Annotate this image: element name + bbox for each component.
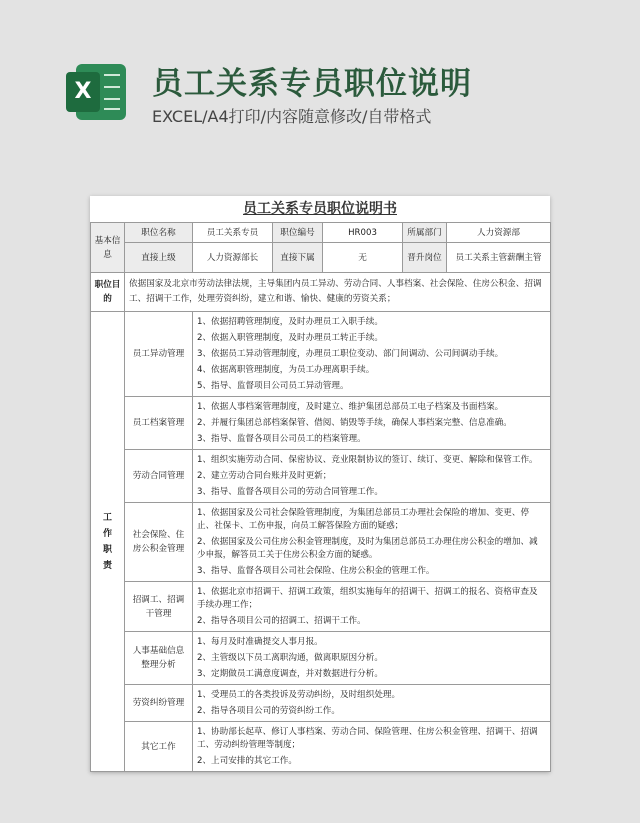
cell-value: 无: [323, 243, 403, 273]
duty-item: 1、组织实施劳动合同、保密协议、竞业限制协议的签订、续订、变更、解除和保管工作。: [197, 454, 538, 465]
duty-category: 劳资纠纷管理: [125, 685, 193, 722]
duty-items: [193, 503, 551, 582]
duty-category: 人事基础信息整理分析: [125, 632, 193, 685]
purpose-label: 职位目的: [91, 273, 125, 312]
cell-value: HR003: [323, 223, 403, 243]
duty-item: 3、指导、监督各项目公司的劳动合同管理工作。: [197, 486, 383, 497]
duty-items: [193, 312, 551, 397]
duty-items: [193, 685, 551, 722]
duty-item: 2、指导各项目公司的劳资纠纷工作。: [197, 705, 340, 716]
duty-row: [91, 632, 551, 685]
job-description-table: [90, 222, 551, 772]
basic-info-label: 基本信息: [91, 223, 125, 273]
duty-item: 2、依据入职管理制度，及时办理员工转正手续。: [197, 332, 383, 343]
duty-category: 其它工作: [125, 722, 193, 772]
duty-item: 1、受理员工的各类投诉及劳动纠纷，及时组织处理。: [197, 689, 401, 700]
cell-value: 员工关系主管薪酬主管: [447, 243, 551, 273]
purpose-row: [91, 273, 551, 312]
duty-item: 2、建立劳动合同台账并及时更新；: [197, 470, 332, 481]
duty-item: 2、并履行集团总部档案保管、借阅、销毁等手续，确保人事档案完整、信息准确。: [197, 417, 512, 428]
duty-items: [193, 397, 551, 450]
duty-items: [193, 722, 551, 772]
cell-label: 职位名称: [125, 223, 193, 243]
basic-info-row-1: [91, 223, 551, 243]
duty-item: 5、指导、监督项目公司员工异动管理。: [197, 380, 349, 391]
duty-category: 劳动合同管理: [125, 450, 193, 503]
duty-item: 1、协助部长起草、修订人事档案、劳动合同、保险管理、住房公积金管理、招调干、招调工、劳动纠纷管理等制度；: [197, 726, 538, 750]
duty-category: 招调工、招调干管理: [125, 582, 193, 632]
duty-item: 1、每月及时准确提交人事月报。: [197, 636, 323, 647]
duty-row: [91, 582, 551, 632]
duty-category: 员工档案管理: [125, 397, 193, 450]
cell-label: 直接上级: [125, 243, 193, 273]
duty-category: 社会保险、住房公积金管理: [125, 503, 193, 582]
duty-item: 1、依据人事档案管理制度，及时建立、维护集团总部员工电子档案及书面档案。: [197, 401, 504, 412]
purpose-text: 依据国家及北京市劳动法律法规，主导集团内员工异动、劳动合同、人事档案、社会保险、住房公积金、招调工、招调干工作，处理劳资纠纷，建立和谐、愉快、健康的劳资关系；: [125, 273, 551, 312]
cell-label: 直接下属: [273, 243, 323, 273]
duty-item: 1、依据国家及公司社会保险管理制度，为集团总部员工办理社会保险的增加、变更、停止、社保卡、工伤申报，向员工解答保险方面的疑惑；: [197, 507, 530, 531]
duty-item: 2、指导各项目公司的招调工、招调干工作。: [197, 615, 366, 626]
duty-item: 4、依据离职管理制度，为员工办理离职手续。: [197, 364, 375, 375]
cell-label: 职位编号: [273, 223, 323, 243]
duty-item: 2、主管级以下员工离职沟通，做离职原因分析。: [197, 652, 383, 663]
duty-items: [193, 582, 551, 632]
duty-items: [193, 632, 551, 685]
duty-item: 3、指导、监督各项目公司员工的档案管理。: [197, 433, 366, 444]
duty-row: [91, 685, 551, 722]
duty-row: [91, 312, 551, 397]
duty-item: 3、依据员工异动管理制度，办理员工职位变动、部门间调动、公司间调动手续。: [197, 348, 504, 359]
cell-label: 所属部门: [403, 223, 447, 243]
cell-label: 晋升岗位: [403, 243, 447, 273]
duty-item: 2、依据国家及公司住房公积金管理制度，及时为集团总部员工办理住房公积金的增加、减少申报，解答员工关于住房公积金方面的疑惑。: [197, 536, 538, 560]
duty-item: 1、依据北京市招调干、招调工政策，组织实施每年的招调干、招调工的报名、资格审查及手续办理工作；: [197, 586, 538, 610]
cell-value: 员工关系专员: [193, 223, 273, 243]
document-sheet: [90, 196, 550, 772]
page-subtitle: EXCEL/A4打印/内容随意修改/自带格式: [152, 107, 432, 126]
duty-item: 2、上司安排的其它工作。: [197, 755, 297, 766]
duty-items: [193, 450, 551, 503]
duty-item: 3、定期做员工满意度调查，并对数据进行分析。: [197, 668, 383, 679]
duty-row: [91, 503, 551, 582]
duty-label: 工 作 职 责: [91, 312, 125, 772]
document-title: 员工关系专员职位说明书: [243, 201, 397, 217]
excel-logo-letter: X: [66, 72, 100, 112]
excel-logo-icon: [66, 60, 126, 124]
page-title: 员工关系专员职位说明: [152, 66, 472, 102]
duty-row: [91, 397, 551, 450]
cell-value: 人力资源部长: [193, 243, 273, 273]
duty-item: 3、指导、监督各项目公司社会保险、住房公积金的管理工作。: [197, 565, 435, 576]
cell-value: 人力资源部: [447, 223, 551, 243]
basic-info-row-2: [91, 243, 551, 273]
duty-item: 1、依据招聘管理制度，及时办理员工入职手续。: [197, 316, 383, 327]
duty-category: 员工异动管理: [125, 312, 193, 397]
duty-row: [91, 450, 551, 503]
duty-row: [91, 722, 551, 772]
